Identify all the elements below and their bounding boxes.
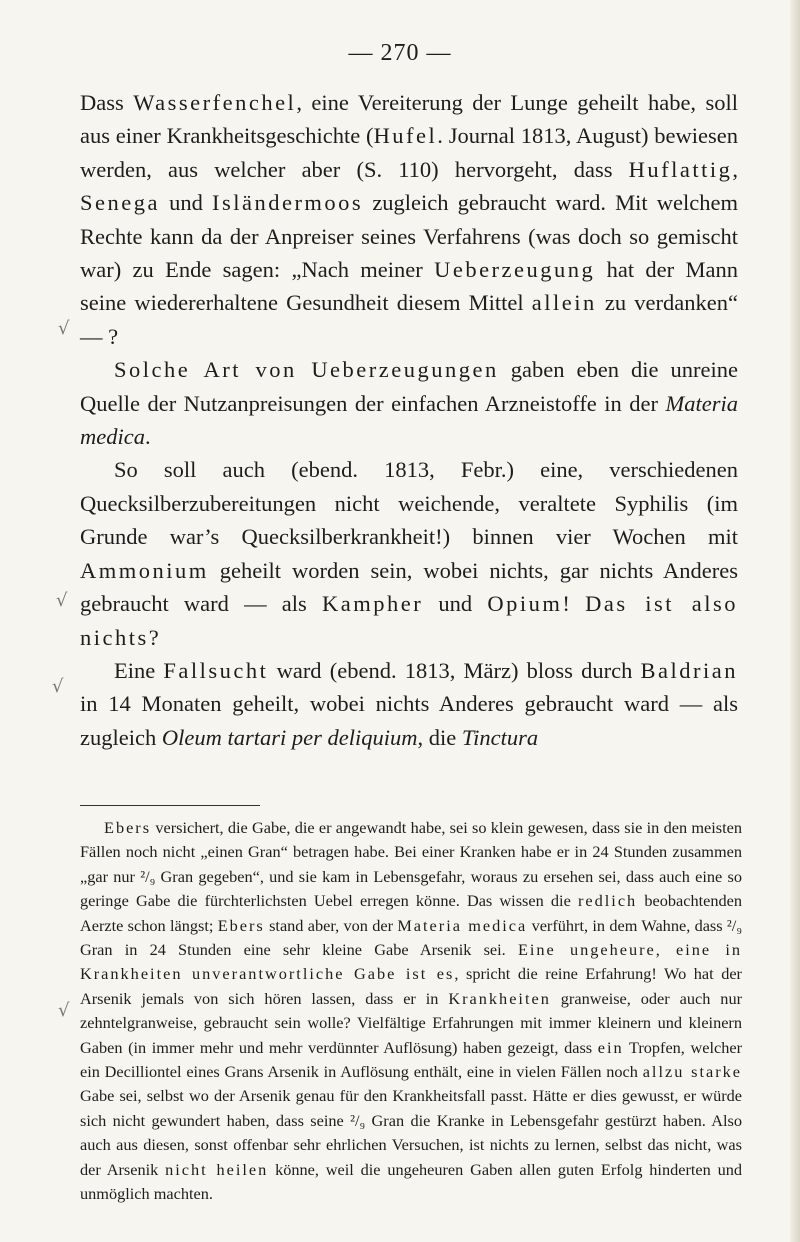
emphasis-senega: Senega [80,190,160,216]
emphasis-fallsucht: Fallsucht [163,657,269,683]
emphasis-allein: allein [531,290,597,316]
main-text [80,86,738,754]
paragraph-4: Eine Fallsucht ward (ebend. 1813, März) bloss durch Baldrian in 14 Monaten geheilt, wobei nichts Anderes gebraucht ward — als zugleich Oleum tartari per deliquium, die Tinctura [80,657,738,750]
emphasis-tinctura: Tinctura [461,724,539,750]
paragraph-2: Solche Art von Ueberzeugungen gaben eben die unreine Quelle der Nutzanpreisungen der einfachen Arzneistoffe in der Materia medica. [80,357,738,450]
emphasis-ein: ein [597,1037,624,1057]
footnote [80,816,742,1207]
emphasis-materia-medica: Materia medica [80,390,738,450]
emphasis-redlich: redlich [577,891,638,911]
emphasis-ammonium: Ammonium [80,557,209,583]
margin-check-mark-3: √ [52,676,64,697]
footnote-divider [80,805,260,806]
emphasis-solche-art: Solche Art von Ueberzeugungen [114,357,499,383]
emphasis-oleum-tartari: Oleum tartari per deliquium [161,724,418,750]
paragraph-1: Dass Wasserfenchel, eine Vereiterung der Lunge geheilt habe, soll aus einer Krankheitsgeschichte (Hufel. Journal 1813, August) bewiesen werden, aus welcher aber (S. 110) hervorgeht, dass Huflattig, Senega und Isländermoos zugleich gebraucht ward. Mit welchem Rechte kann da der Anpreiser seines Verfahrens (was doch so gemischt war) zu Ende sagen: „Nach meiner Ueberzeugung hat der Mann seine wiedererhaltene Gesundheit diesem Mittel allein zu verdanken“ — ? [80,90,738,349]
emphasis-ungeheure-gabe: Eine ungeheure, eine in Krankheiten unverantwortliche Gabe ist es [80,940,742,984]
paragraph-3: So soll auch (ebend. 1813, Febr.) eine, verschiedenen Quecksilberzubereitungen nicht weichende, veraltete Syphilis (im Grunde war’s Quecksilberkrankheit!) binnen vier Wochen mit Ammonium geheilt worden sein, wobei nichts, gar nichts Anderes gebraucht ward — als Kampher und Opium! Das ist also nichts? [80,457,738,650]
emphasis-wasserfenchel: Wasserfenchel [133,90,297,115]
page-edge-shadow [790,0,800,1242]
footnote-paragraph: Ebers versichert, die Gabe, die er angewandt habe, sei so klein gewesen, dass sie in den meisten Fällen noch nicht „einen Gran“ betragen habe. Bei einer Kranken habe er in 24 Stunden zusammen „gar nur ²/₉ Gran gegeben“, und sie kam in Lebensgefahr, woraus zu ersehen sei, dass auch eine so geringe Gabe die fürchterlichsten Uebel erregen könne. Das wissen die redlich beobachtenden Aerzte schon längst; Ebers stand aber, von der Materia medica verführt, in dem Wahne, dass ²/₉ Gran in 24 Stunden eine sehr kleine Gabe Arsenik sei. Eine ungeheure, eine in Krankheiten unverantwortliche Gabe ist es, spricht die reine Erfahrung! Wo hat der Arsenik jemals von sich hören lassen, dass er in Krankheiten granweise, oder auch nur zehntelgranweise, gebraucht sein wolle? Vielfältige Erfahrungen mit immer kleinern und kleinern Gaben (in immer mehr und mehr verdünnter Auflösung) haben gezeigt, dass ein Tropfen, welcher ein Decilliontel eines Grans Arsenik in Auflösung enthält, eine in vielen Fällen noch allzu starke Gabe sei, selbst wo der Arsenik genau für den Krankheitsfall passt. Hätte er dies gewusst, er würde sich nicht gewundert haben, dass seine ²/₉ Gran die Kranke in Lebensgefahr gestürzt haben. Also auch aus diesen, sonst offenbar sehr ehrlichen Versuchen, ist nichts zu lernen, selbst das nicht, was der Arsenik nicht heilen könne, weil die ungeheuren Gaben allen guten Erfolg hinderten und unmöglich machten. [80,818,743,1204]
emphasis-ueberzeugung: Ueberzeugung [434,257,596,283]
margin-check-mark-2: √ [56,590,68,611]
emphasis-ebers: Ebers [104,818,152,837]
margin-check-mark-1: √ [58,318,70,339]
emphasis-baldrian: Baldrian [640,657,738,683]
emphasis-das-ist-also-nichts: Das ist also nichts [80,591,738,650]
emphasis-islaendermoos: Isländermoos [211,190,364,216]
emphasis-materia-medica-fn: Materia medica [397,915,528,935]
emphasis-allzu-starke: allzu starke [642,1062,743,1082]
emphasis-opium: Opium [487,591,563,617]
emphasis-krankheiten: Krankheiten [448,988,551,1008]
emphasis-nicht-heilen: nicht heilen [165,1159,269,1179]
emphasis-huflattig: Huflattig [628,156,733,182]
emphasis-hufel: Hufel [373,123,438,149]
emphasis-ebers-2: Ebers [217,915,265,935]
emphasis-kampher: Kampher [322,591,424,617]
margin-check-mark-4: √ [58,1000,70,1021]
page-number: — 270 — [348,40,452,66]
